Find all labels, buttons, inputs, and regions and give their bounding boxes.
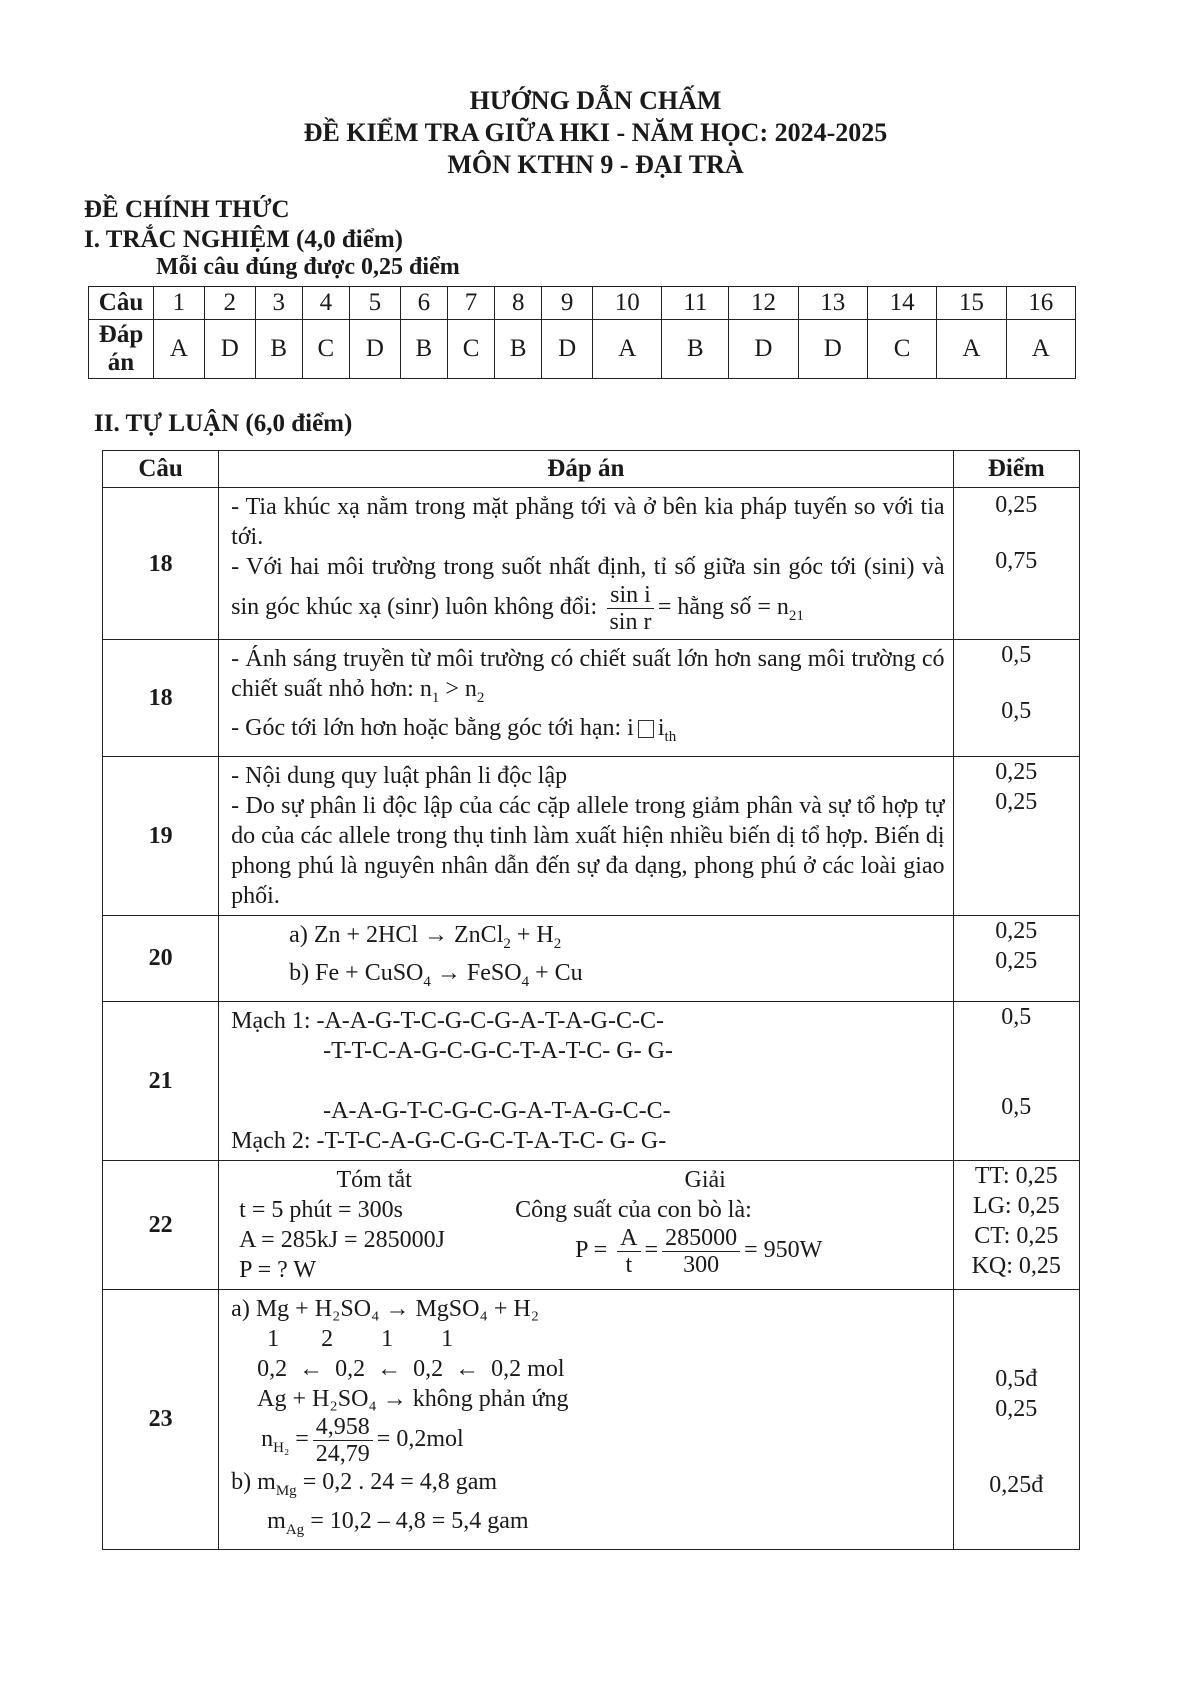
spacer <box>231 1066 944 1096</box>
answer-cell <box>219 915 953 1002</box>
strand-line: Mạch 2: -T-T-C-A-G-C-G-C-T-A-T-C- G- G- <box>231 1128 667 1155</box>
answer-text: m <box>267 1507 286 1534</box>
subscript: 4 <box>423 974 431 991</box>
answer-text: - Ánh sáng truyền từ môi trường có chiết suất lớn hơn sang môi trường có chiết suất nhỏ hơn: n <box>231 646 945 702</box>
answer-text: = 0,2 . 24 = 4,8 gam <box>296 1469 498 1496</box>
question-number: 5 <box>349 287 400 320</box>
mol-line: 0,2 ← 0,2 ← 0,2 ← 0,2 mol <box>257 1356 565 1383</box>
points-value: 0,25đ <box>989 1472 1044 1499</box>
question-number: 10 <box>593 287 662 320</box>
answer-line <box>231 713 944 752</box>
title-main: HƯỚNG DẪN CHẤM <box>469 86 722 115</box>
points-value: 0,25 <box>995 492 1038 518</box>
strand-line: -A-A-G-T-C-G-C-G-A-T-A-G-C-C- <box>323 1098 671 1125</box>
answer-text: - Với hai môi trường trong suốt nhất định, tỉ số giữa sin góc tới (sini) và sin góc khúc xạ (sinr) luôn không đổi: <box>231 554 945 621</box>
question-number: 4 <box>302 287 349 320</box>
fraction-denominator: 24,79 <box>315 1441 370 1468</box>
answer-cell <box>219 756 953 915</box>
formula-text: n <box>261 1426 274 1453</box>
answer-cell: D <box>542 320 593 379</box>
answer-text: i <box>657 714 665 741</box>
question-row <box>89 287 1076 320</box>
part2-heading: II. TỰ LUẬN (6,0 điểm) <box>94 410 353 437</box>
col-header-question: Câu <box>103 451 219 488</box>
points-value: LG: 0,25 <box>972 1193 1060 1220</box>
answer-cell: B <box>495 320 542 379</box>
answer-text: + H <box>510 921 554 948</box>
essay-row <box>103 1290 1080 1550</box>
fraction <box>617 1225 640 1278</box>
solution-column <box>515 1165 895 1278</box>
formula-text: = 0,2mol <box>376 1426 464 1453</box>
answer-cell: A <box>154 320 205 379</box>
fraction <box>662 1225 740 1278</box>
part1-note: Mỗi câu đúng được 0,25 điểm <box>156 254 460 280</box>
fraction-denominator: 300 <box>683 1252 720 1279</box>
points-value: 0,25 <box>995 947 1038 974</box>
solution-line: Công suất của con bò là: <box>515 1197 752 1224</box>
question-number: 11 <box>662 287 729 320</box>
answer-cell <box>219 1002 953 1161</box>
formula-text: = <box>644 1237 659 1264</box>
formula-text: = <box>295 1426 309 1453</box>
answer-cell: B <box>400 320 447 379</box>
subscript: Mg <box>275 1482 297 1499</box>
sine-ratio-fraction <box>607 582 654 635</box>
points-value: 0,5 <box>1001 1094 1032 1121</box>
summary-heading: Tóm tắt <box>336 1167 412 1194</box>
essay-row <box>103 1161 1080 1290</box>
answer-cell: D <box>349 320 400 379</box>
essay-header-row <box>103 451 1080 488</box>
answer-line <box>231 644 944 713</box>
title-exam: ĐỀ KIỂM TRA GIỮA HKI - NĂM HỌC: 2024-2025 <box>303 118 888 147</box>
question-number: 22 <box>103 1161 219 1290</box>
question-number: 9 <box>542 287 593 320</box>
col-header-points: Điểm <box>953 451 1079 488</box>
question-number: 8 <box>495 287 542 320</box>
strand-line: -T-T-C-A-G-C-G-C-T-A-T-C- G- G- <box>323 1038 673 1065</box>
answer-row <box>89 320 1076 379</box>
points-value: 0,25 <box>995 758 1038 785</box>
answer-cell: D <box>729 320 798 379</box>
points-value: CT: 0,25 <box>974 1223 1059 1250</box>
question-number: 23 <box>103 1290 219 1550</box>
given-line: t = 5 phút = 300s <box>239 1197 403 1224</box>
answer-text: → FeSO <box>430 960 522 987</box>
points-value: 0,5đ <box>995 1366 1038 1393</box>
points-cell <box>953 1290 1079 1550</box>
question-number: 20 <box>103 915 219 1002</box>
answer-text: a) Zn + 2HCl → ZnCl <box>289 921 504 948</box>
question-number: 14 <box>867 287 936 320</box>
fraction-numerator: sin i <box>607 582 654 609</box>
question-number: 18 <box>103 640 219 757</box>
points-cell <box>953 1002 1079 1161</box>
question-number: 16 <box>1006 287 1075 320</box>
subscript: Ag <box>285 1521 305 1538</box>
fraction-numerator: 4,958 <box>313 1414 373 1441</box>
strand-line: Mạch 1: -A-A-G-T-C-G-C-G-A-T-A-G-C-C- <box>231 1008 664 1035</box>
points-value: 0,5 <box>1001 1004 1032 1031</box>
points-cell <box>953 640 1079 757</box>
answer-cell: D <box>798 320 867 379</box>
answer-row-label: Đáp án <box>89 320 154 379</box>
answer-line: - Nội dung quy luật phân li độc lập <box>231 762 568 789</box>
fraction-numerator: 285000 <box>662 1225 740 1252</box>
missing-symbol-icon <box>638 720 654 738</box>
points-cell <box>953 915 1079 1002</box>
question-number: 2 <box>204 287 255 320</box>
points-value: 0,5 <box>1001 642 1032 668</box>
answer-line: - Tia khúc xạ nằm trong mặt phẳng tới và ở bên kia pháp tuyến so với tia tới. <box>231 494 945 550</box>
reaction-line: a) Mg + H₂SO₄ → MgSO₄ + H₂ <box>231 1296 540 1323</box>
fraction-denominator: sin r <box>609 609 652 635</box>
essay-row <box>103 915 1080 1002</box>
essay-row <box>103 1002 1080 1161</box>
col-header-answer: Đáp án <box>219 451 953 488</box>
answer-text: - Góc tới lớn hơn hoặc bằng góc tới hạn: i <box>231 714 634 741</box>
ratio-line: 1 2 1 1 <box>267 1326 454 1353</box>
subscript: 4 <box>521 974 530 991</box>
question-number: 6 <box>400 287 447 320</box>
answer-cell: A <box>593 320 662 379</box>
question-number: 3 <box>255 287 302 320</box>
answer-cell: C <box>867 320 936 379</box>
answer-cell: D <box>204 320 255 379</box>
answer-text: + Cu <box>529 960 583 987</box>
subscript: th <box>664 728 677 745</box>
answer-text: b) m <box>231 1469 276 1496</box>
solution-heading: Giải <box>684 1167 726 1194</box>
subscript: 1 <box>431 689 440 706</box>
given-line: P = ? W <box>239 1257 317 1284</box>
answer-line <box>289 958 944 997</box>
answer-line <box>289 920 944 959</box>
question-row-label: Câu <box>89 287 154 320</box>
answer-text: = hằng số = n <box>657 594 789 621</box>
points-value: 0,25 <box>995 1396 1038 1423</box>
points-value: KQ: 0,25 <box>971 1253 1061 1280</box>
answer-cell: C <box>302 320 349 379</box>
fraction <box>313 1414 373 1467</box>
answer-cell <box>219 640 953 757</box>
question-number: 12 <box>729 287 798 320</box>
answer-cell <box>219 1161 953 1290</box>
question-number: 13 <box>798 287 867 320</box>
answer-line <box>231 552 944 635</box>
answer-cell: A <box>937 320 1006 379</box>
question-number: 7 <box>447 287 494 320</box>
points-value: 0,25 <box>995 917 1038 944</box>
reaction-line: Ag + H₂SO₄ → không phản ứng <box>257 1386 569 1413</box>
question-number: 15 <box>937 287 1006 320</box>
essay-row <box>103 756 1080 915</box>
answer-cell: B <box>255 320 302 379</box>
question-number: 18 <box>103 488 219 640</box>
points-value: 0,5 <box>1001 698 1032 724</box>
power-formula <box>515 1225 895 1278</box>
points-value: TT: 0,25 <box>974 1163 1058 1190</box>
answer-cell: B <box>662 320 729 379</box>
subscript: 2 <box>476 689 485 706</box>
title-subject: MÔN KTHN 9 - ĐẠI TRÀ <box>447 150 744 179</box>
answer-cell <box>219 1290 953 1550</box>
subscript: 21 <box>788 607 804 624</box>
given-line: A = 285kJ = 285000J <box>239 1227 445 1254</box>
fraction-denominator: t <box>625 1252 633 1279</box>
answer-cell <box>219 488 953 640</box>
answer-cell: A <box>1006 320 1075 379</box>
question-number: 21 <box>103 1002 219 1161</box>
question-number: 19 <box>103 756 219 915</box>
fraction-numerator: A <box>617 1225 640 1252</box>
summary-column <box>239 1165 509 1285</box>
official-label: ĐỀ CHÍNH THỨC <box>84 196 290 223</box>
mass-line <box>231 1506 944 1545</box>
answer-cell: C <box>447 320 494 379</box>
answer-text: b) Fe + CuSO <box>289 960 424 987</box>
points-cell <box>953 1161 1079 1290</box>
answer-line: - Do sự phân li độc lập của các cặp allele trong giảm phân và sự tổ hợp tự do của các allele trong thụ tinh làm xuất hiện nhiều biến dị tổ hợp. Biến dị phong phú là nguyên nhân dẫn đến sự đa dạng, phong phú ở các loài giao phối. <box>231 792 945 909</box>
points-value: 0,75 <box>995 548 1038 574</box>
subscript: 2 <box>503 935 511 952</box>
subscript: 2 <box>553 935 562 952</box>
formula-text: P = <box>575 1237 608 1264</box>
question-number: 1 <box>154 287 205 320</box>
essay-row <box>103 488 1080 640</box>
multiple-choice-table <box>88 286 1076 379</box>
mass-line <box>231 1467 944 1506</box>
subscript: H₂ <box>273 1440 290 1456</box>
essay-table <box>102 450 1080 1550</box>
formula-text: = 950W <box>744 1237 823 1264</box>
points-cell <box>953 756 1079 915</box>
essay-row <box>103 640 1080 757</box>
answer-text: = 10,2 – 4,8 = 5,4 gam <box>304 1507 529 1534</box>
answer-text: > n <box>439 676 477 702</box>
points-value: 0,25 <box>995 788 1038 815</box>
part1-heading: I. TRẮC NGHIỆM (4,0 điểm) <box>84 226 403 253</box>
mol-formula <box>231 1414 944 1467</box>
points-cell <box>953 488 1079 640</box>
